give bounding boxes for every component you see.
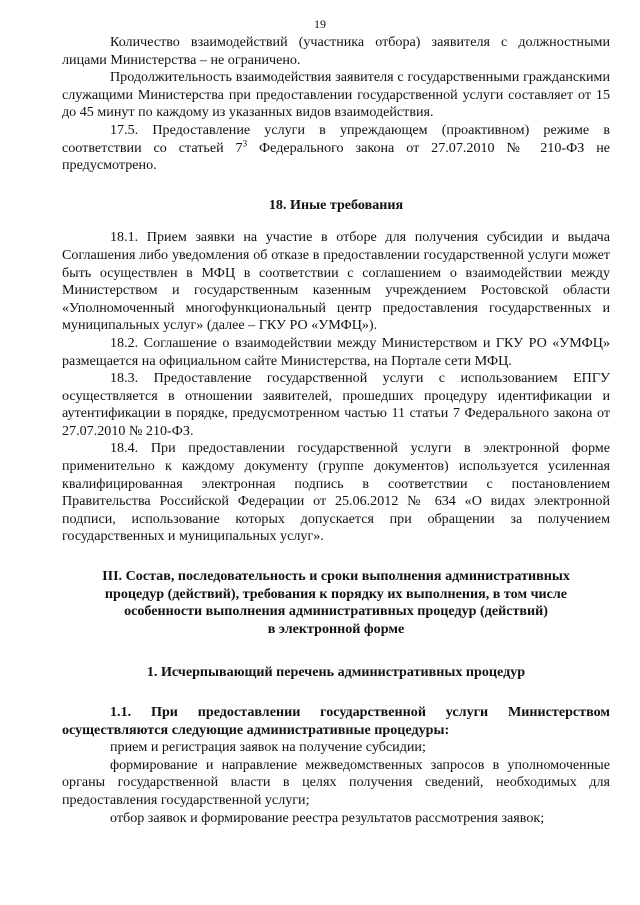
- list-item: прием и регистрация заявок на получение субсидии;: [110, 739, 426, 756]
- list-item: отбор заявок и формирование реестра результатов рассмотрения заявок;: [110, 809, 545, 826]
- paragraph-18-4: 18.4. При предоставлении государственной услуги в электронной форме применительно к каждому документу (группе документов) используется усиленная квалифицированная электронная подпись в соответствии с постановлением Правительства Российской Федерации от 25.06.2012 № 634 «О видах электронной подписи, использование которых допускается при обращении за получением государственных и муниципальных услуг».: [62, 440, 610, 545]
- paragraph-18-2: 18.2. Соглашение о взаимодействии между Министерством и ГКУ РО «УМФЦ» размещается на официальном сайте Министерства, на Портале сети МФЦ.: [62, 334, 610, 369]
- list-item: формирование и направление межведомственных запросов в уполномоченные органы государственной власти в целях получения сведений, необходимых для предоставления государственной услуги;: [62, 756, 610, 808]
- section-iii-heading-line-1: III. Состав, последовательность и сроки выполнения административных: [102, 568, 570, 585]
- subsection-1-heading: 1. Исчерпывающий перечень административных процедур: [146, 664, 526, 681]
- p17-5-superscript: 3: [242, 137, 248, 148]
- p17-5-text-after: Федерального закона от 27.07.2010 № 210-ФЗ не предусмотрено.: [62, 139, 610, 174]
- section-iii-heading-line-2: процедур (действий), требования к порядку их выполнения, в том числе: [104, 585, 568, 602]
- section-iii-heading: [62, 568, 610, 638]
- p17-5-text-before: 17.5. Предоставление услуги в упреждающем (проактивном) режиме в соответствии со статьей 7: [62, 121, 610, 156]
- page-content: [62, 34, 610, 827]
- paragraph-interaction-duration: Продолжительность взаимодействия заявителя с государственными гражданскими служащими Министерства при предоставлении государственной услуги составляет от 15 до 45 минут по каждому из указанных видов взаимодействия.: [62, 69, 610, 121]
- section-iii-heading-line-3: особенности выполнения административных процедур (действий): [124, 603, 548, 620]
- section-iii-heading-line-4: в электронной форме: [267, 620, 405, 637]
- section-18-heading: 18. Иные требования: [268, 196, 404, 213]
- paragraph-1-1-lead: 1.1. При предоставлении государственной услуги Министерством осуществляются следующие административные процедуры:: [62, 704, 610, 738]
- paragraph-18-3: 18.3. Предоставление государственной услуги с использованием ЕПГУ осуществляется в отношении заявителей, прошедших процедуру идентификации и аутентификации в порядке, предусмотренном частью 11 статьи 7 Федерального закона от 27.07.2010 № 210-ФЗ.: [62, 370, 610, 439]
- paragraph-18-1: 18.1. Прием заявки на участие в отборе для получения субсидии и выдача Соглашения либо уведомления об отказе в предоставлении государственной услуги может быть осуществлен в МФЦ в соответствии с соглашением о взаимодействии между Министерством и государственным казенным учреждением Ростовской области «Уполномоченный многофункциональный центр предоставления государственных и муниципальных услуг» (далее – ГКУ РО «УМФЦ»).: [62, 229, 610, 334]
- paragraph-interactions-count: Количество взаимодействий (участника отбора) заявителя с должностными лицами Министерства – не ограничено.: [62, 34, 610, 68]
- paragraph-17-5: [62, 122, 610, 175]
- page-number: 19: [314, 17, 326, 31]
